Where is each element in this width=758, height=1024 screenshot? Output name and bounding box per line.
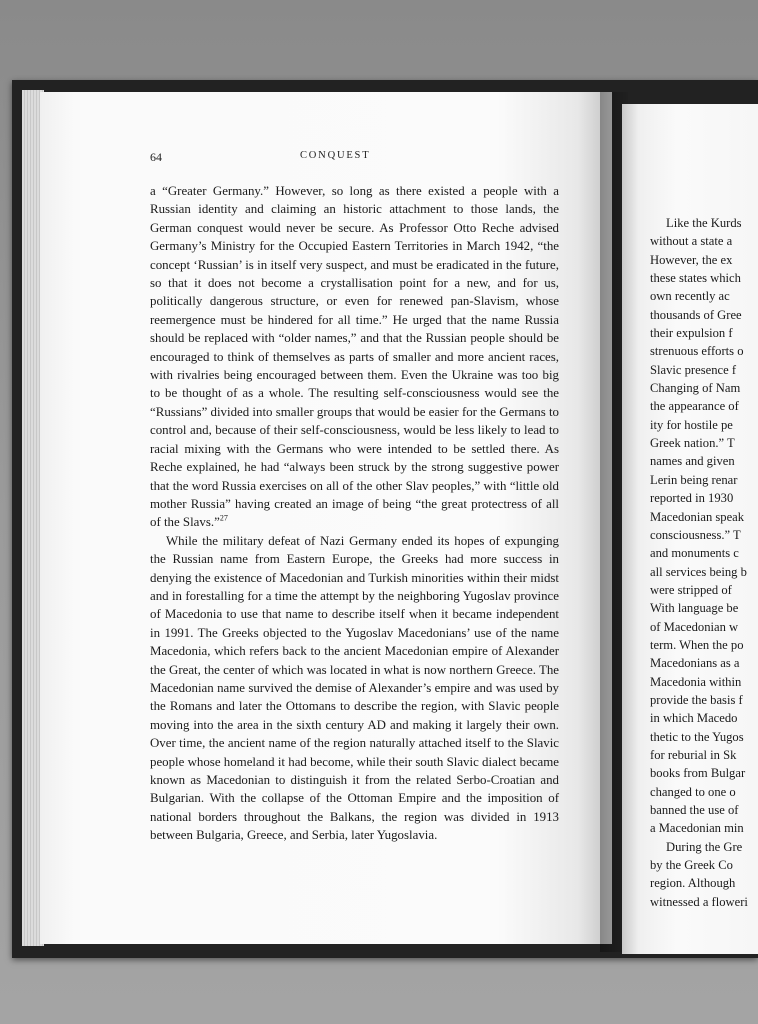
right-page-line: were stripped of bbox=[650, 582, 732, 597]
right-page-line: witnessed a floweri bbox=[650, 894, 748, 909]
right-page-line: without a state a bbox=[650, 234, 733, 249]
right-page-line: With language be bbox=[650, 601, 739, 616]
right-page-line: all services being b bbox=[650, 564, 747, 579]
paragraph bbox=[150, 182, 559, 532]
footnote-reference: 27 bbox=[219, 514, 228, 524]
right-page-line: their expulsion f bbox=[650, 326, 733, 341]
right-page-line: and monuments c bbox=[650, 546, 739, 561]
paragraph-text: a “Greater Germany.” However, so long as there existed a people with a Russian identity and claiming an historic attachment to those lands, the German conquest would never be secure. As Professor Otto Reche advised Germany’s Ministry for the Occupied Eastern Territories in March 1942, “the concept ‘Russian’ is in itself very suspect, and must be eradicated in the future, so that it does not become a crystallisation point for a new, and for us, politically dangerous structure, or even for renewed pan-Slavism, whose reemergence must be hindered for all time.” He urged that the name Russia should be replaced with “older names,” and that the Russian people should be encouraged to think of themselves as parts of smaller and more ancient races, with rivalries being encouraged between them. Even the Ukraine was too big to be thought of as a whole. The resulting self-consciousness would see the “Russians” divided into smaller groups that would be easier for the Germans to control and, because of their self-consciousness, would be less likely to lead to racial mixing with the Germans who were intended to be settled there. As Reche explained, he had “always been struck by the strong suggestive power that the word Russia exercises on all of the other Slav peoples,” with “little old mother Russia” having created an image of being “the great protectress of all of the Slavs.” bbox=[150, 184, 559, 530]
right-page-line: Lerin being renar bbox=[650, 472, 738, 487]
main-body-text bbox=[150, 182, 559, 845]
right-page-line: books from Bulgar bbox=[650, 766, 746, 781]
right-page-line: the appearance of bbox=[650, 399, 739, 414]
right-page-line: for reburial in Sk bbox=[650, 747, 737, 762]
right-page-line: a Macedonian min bbox=[650, 821, 744, 836]
right-page-line: thetic to the Yugos bbox=[650, 729, 744, 744]
right-page-line: term. When the po bbox=[650, 637, 744, 652]
right-page-line: by the Greek Co bbox=[650, 858, 733, 873]
right-page-line: own recently ac bbox=[650, 289, 730, 304]
right-page-line: thousands of Gree bbox=[650, 307, 742, 322]
page-number: 64 bbox=[150, 150, 162, 164]
right-page-line: However, the ex bbox=[650, 252, 733, 267]
running-head bbox=[150, 150, 550, 170]
right-page-line: Changing of Nam bbox=[650, 381, 741, 396]
right-page-line: provide the basis f bbox=[650, 692, 743, 707]
running-title: CONQUEST bbox=[300, 150, 371, 161]
paragraph: While the military defeat of Nazi Germany ended its hopes of expunging the Russian name from Eastern Europe, the Greeks had more success in denying the existence of Macedonian and Turkish minorities within their midst and in forestalling for a time the attempt by the neighboring Yugoslav province of Macedonia to use that name to describe itself when it became independent in 1991. The Greeks objected to the Yugoslav Macedonians’ use of the name Macedonia, which refers back to the ancient Macedonian empire of Alexander the Great, the center of which was located in what is now northern Greece. The Macedonian name survived the demise of Alexander’s empire and was used by the Romans and later the Ottomans to describe the region, with Slavic people moving into the area in the sixth century AD and making it largely their own. Over time, the ancient name of the region naturally attached itself to the Slavic people whose homeland it had become, while their south Slavic dialect became known as Macedonian to distinguish it from the related Serbo-Croatian and Bulgarian. With the collapse of the Ottoman Empire and the imposition of national borders throughout the Balkans, the region was divided in 1913 between Bulgaria, Greece, and Serbia, later Yugoslavia. bbox=[150, 533, 559, 843]
right-page-line: Slavic presence f bbox=[650, 362, 737, 377]
right-page-line: in which Macedo bbox=[650, 711, 738, 726]
right-page-line: these states which bbox=[650, 271, 741, 286]
right-page-line: strenuous efforts o bbox=[650, 344, 744, 359]
right-page-text bbox=[650, 214, 758, 911]
right-page-line: reported in 1930 bbox=[650, 491, 734, 506]
right-page-line: names and given bbox=[650, 454, 735, 469]
right-page-line: Macedonians as a bbox=[650, 656, 740, 671]
right-page-line: changed to one o bbox=[650, 784, 736, 799]
right-page-line: of Macedonian w bbox=[650, 619, 739, 634]
right-page-line: ity for hostile pe bbox=[650, 417, 733, 432]
right-page-line: Like the Kurds bbox=[666, 216, 742, 230]
right-page-line: Greek nation.” T bbox=[650, 436, 735, 451]
right-page-line: During the Gre bbox=[666, 839, 743, 854]
right-page-line: banned the use of bbox=[650, 803, 739, 817]
right-page-line: consciousness.” T bbox=[650, 527, 741, 542]
right-page-line: region. Although bbox=[650, 876, 736, 891]
right-page-line: Macedonian speak bbox=[650, 509, 745, 524]
right-page-line: Macedonia within bbox=[650, 674, 742, 689]
